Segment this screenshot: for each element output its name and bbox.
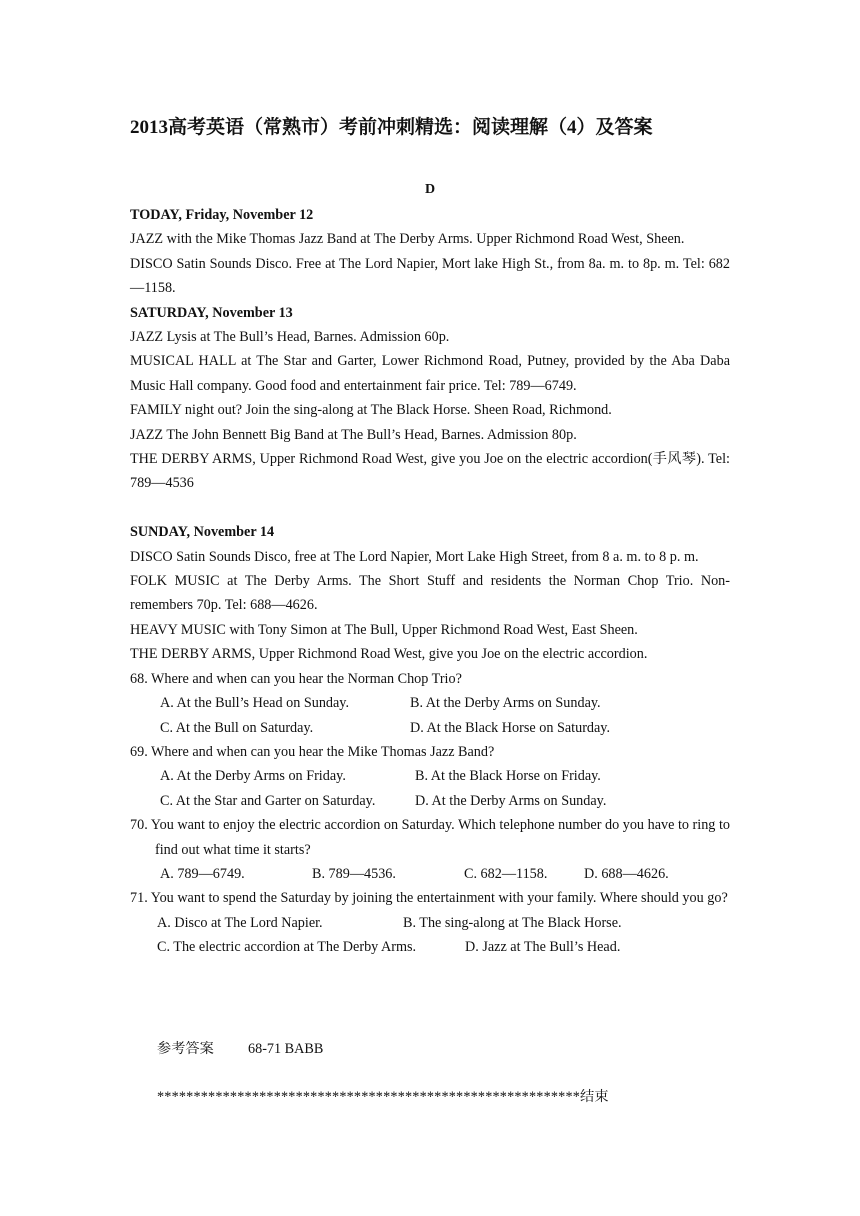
- listing-saturday-family: FAMILY night out? Join the sing-along at The Black Horse. Sheen Road, Richmond.: [130, 402, 612, 419]
- end-marker: **********************************************************结束: [157, 1089, 609, 1105]
- option-68-b: B. At the Derby Arms on Sunday.: [410, 695, 601, 712]
- answer-label: 参考答案: [157, 1041, 214, 1057]
- blank-line: [130, 496, 730, 520]
- option-69-d: D. At the Derby Arms on Sunday.: [415, 792, 607, 809]
- listing-saturday-jazz-lysis: JAZZ Lysis at The Bull’s Head, Barnes. Admission 60p.: [130, 329, 450, 346]
- listing-saturday-derby-arms: THE DERBY ARMS, Upper Richmond Road West, give you Joe on the electric accordion(手风琴). Tel: 789—4536: [130, 451, 730, 492]
- listing-saturday-musical-hall: MUSICAL HALL at The Star and Garter, Lower Richmond Road, Putney, provided by the Aba Daba Music Hall company. Good food and entertainment fair price. Tel: 789—6749.: [130, 353, 730, 394]
- question-70: 70. You want to enjoy the electric accordion on Saturday. Which telephone number do you have to ring to find out what time it starts?: [130, 817, 730, 858]
- question-71-options-row-1: [130, 911, 730, 935]
- question-69-options-row-2: [130, 789, 730, 813]
- listing-sunday-disco: DISCO Satin Sounds Disco, free at The Lord Napier, Mort Lake High Street, from 8 a. m. to 8 p. m.: [130, 548, 699, 565]
- listing-sunday-heavy-music: HEAVY MUSIC with Tony Simon at The Bull, Upper Richmond Road West, East Sheen.: [130, 621, 638, 638]
- listing-today-disco: DISCO Satin Sounds Disco. Free at The Lord Napier, Mort lake High St., from 8a. m. to 8p. m. Tel: 682—1158.: [130, 255, 730, 297]
- section-letter: D: [424, 182, 436, 197]
- saturday-heading: SATURDAY, November 13: [130, 304, 293, 321]
- option-71-a: A. Disco at The Lord Napier.: [157, 914, 323, 931]
- option-70-a: A. 789—6749.: [160, 865, 245, 882]
- answer-value: 68-71 BABB: [248, 1041, 324, 1057]
- question-68-options-row-2: [130, 716, 730, 740]
- option-69-a: A. At the Derby Arms on Friday.: [160, 768, 346, 785]
- listing-sunday-folk-music: FOLK MUSIC at The Derby Arms. The Short Stuff and residents the Norman Chop Trio. Non-remembers 70p. Tel: 688—4626.: [130, 573, 730, 614]
- option-68-a: A. At the Bull’s Head on Sunday.: [160, 695, 350, 712]
- question-68-options-row-1: [130, 691, 730, 715]
- listing-saturday-jazz-bennett: JAZZ The John Bennett Big Band at The Bull’s Head, Barnes. Admission 80p.: [130, 426, 577, 443]
- question-68: 68. Where and when can you hear the Norman Chop Trio?: [130, 670, 462, 687]
- option-70-d: D. 688—4626.: [584, 865, 669, 882]
- passage-content: [130, 203, 730, 960]
- option-70-c: C. 682—1158.: [464, 865, 548, 882]
- question-71-options-row-2: [130, 935, 730, 959]
- document-title: 2013高考英语（常熟市）考前冲刺精选：阅读理解（4）及答案: [130, 117, 653, 138]
- option-69-b: B. At the Black Horse on Friday.: [415, 768, 601, 785]
- option-68-d: D. At the Black Horse on Saturday.: [410, 719, 611, 736]
- question-69: 69. Where and when can you hear the Mike Thomas Jazz Band?: [130, 743, 495, 760]
- sunday-heading: SUNDAY, November 14: [130, 524, 275, 541]
- option-68-c: C. At the Bull on Saturday.: [160, 719, 314, 736]
- question-71: 71. You want to spend the Saturday by joining the entertainment with your family. Where should you go?: [130, 890, 728, 907]
- listing-today-jazz: JAZZ with the Mike Thomas Jazz Band at The Derby Arms. Upper Richmond Road West, Sheen.: [130, 231, 685, 248]
- listing-sunday-derby-arms: THE DERBY ARMS, Upper Richmond Road West, give you Joe on the electric accordion.: [130, 646, 648, 663]
- option-69-c: C. At the Star and Garter on Saturday.: [160, 792, 376, 809]
- option-71-c: C. The electric accordion at The Derby Arms.: [157, 939, 417, 956]
- today-heading: TODAY, Friday, November 12: [130, 207, 314, 223]
- answer-key: [157, 1038, 323, 1060]
- question-69-options-row-1: [130, 764, 730, 788]
- option-71-b: B. The sing-along at The Black Horse.: [403, 914, 622, 931]
- option-70-b: B. 789—4536.: [312, 865, 396, 882]
- option-71-d: D. Jazz at The Bull’s Head.: [465, 939, 621, 956]
- question-70-options: [130, 862, 730, 886]
